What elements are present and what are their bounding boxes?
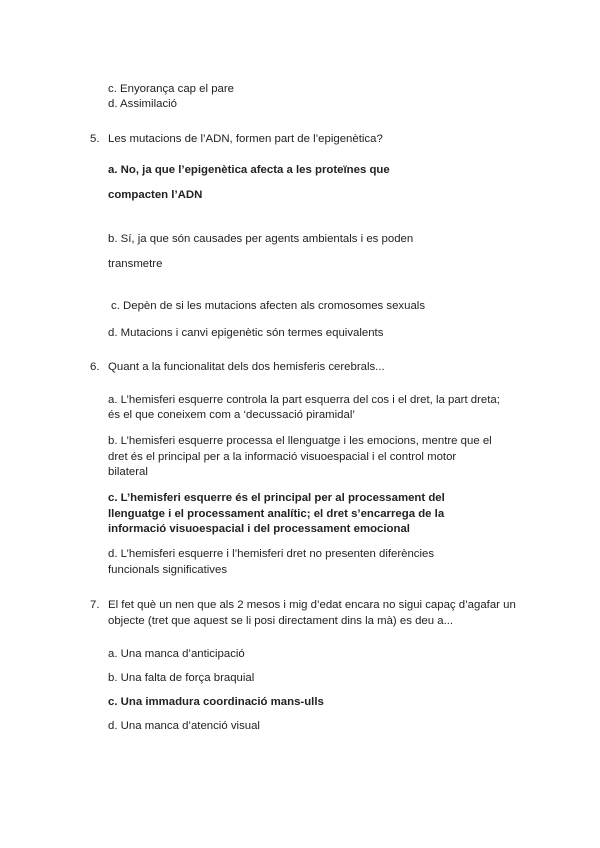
q7-option-c: c. Una immadura coordinació mans-ulls xyxy=(108,696,324,708)
q6-option-c-line1: c. L’hemisferi esquerre és el principal per al processament del xyxy=(108,492,445,504)
q5-question: Les mutacions de l’ADN, formen part de l’epigenètica? xyxy=(108,133,383,145)
q4-option-c: c. Enyorança cap el pare xyxy=(108,83,235,95)
q5-option-b-line1: b. Sí, ja que són causades per agents ambientals i es poden xyxy=(108,233,414,245)
q6-option-b-line3: bilateral xyxy=(108,466,148,478)
q6-option-d-line2: funcionals significatives xyxy=(108,564,228,576)
q5-option-a-line2: compacten l’ADN xyxy=(108,189,203,201)
q6-option-a-line1: a. L’hemisferi esquerre controla la part esquerra del cos i el dret, la part dreta; xyxy=(108,394,500,406)
q5-option-a-line1: a. No, ja que l’epigenètica afecta a les proteïnes que xyxy=(108,164,390,176)
q6-option-b-line1: b. L’hemisferi esquerre processa el llenguatge i les emocions, mentre que el xyxy=(108,435,492,447)
q5-option-b-line2: transmetre xyxy=(108,258,163,270)
q6-question: Quant a la funcionalitat dels dos hemisferis cerebrals... xyxy=(108,361,385,373)
q7-option-d: d. Una manca d’atenció visual xyxy=(108,720,260,732)
q4-option-d: d. Assimilació xyxy=(108,98,177,110)
q7-question-line2: objecte (tret que aquest se li posi directament dins la mà) es deu a... xyxy=(108,615,454,627)
q6-option-d-line1: d. L’hemisferi esquerre i l’hemisferi dret no presenten diferències xyxy=(108,548,435,560)
q7-number: 7. xyxy=(90,599,100,611)
q5-option-d: d. Mutacions i canvi epigenètic són termes equivalents xyxy=(108,327,384,339)
q6-option-c-line3: informació visuoespacial i del processament emocional xyxy=(108,523,410,535)
q7-option-a: a. Una manca d’anticipació xyxy=(108,648,245,660)
q7-question-line1: El fet què un nen que als 2 mesos i mig d’edat encara no sigui capaç d’agafar un xyxy=(108,599,516,611)
q6-option-b-line2: dret és el principal per a la informació visuoespacial i el control motor xyxy=(108,451,457,463)
q5-option-c: c. Depèn de si les mutacions afecten als cromosomes sexuals xyxy=(111,300,426,312)
q6-number: 6. xyxy=(90,361,100,373)
q6-option-a-line2: és el que coneixem com a ‘decussació piramidal’ xyxy=(108,409,355,421)
q5-number: 5. xyxy=(90,133,100,145)
q6-option-c-line2: llenguatge i el processament analític; el dret s’encarrega de la xyxy=(108,508,445,520)
q7-option-b: b. Una falta de força braquial xyxy=(108,672,255,684)
